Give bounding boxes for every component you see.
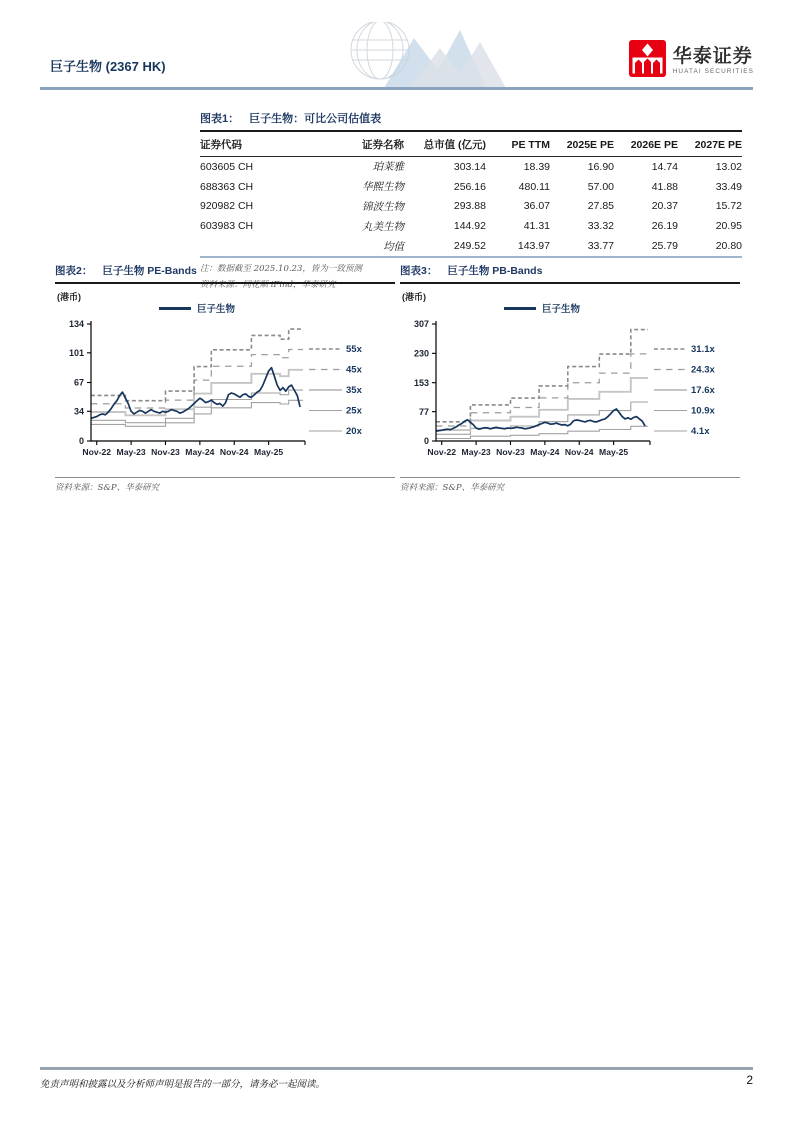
- column-header: 2027E PE: [678, 132, 742, 157]
- value-cell: 57.00: [587, 180, 614, 193]
- pe-bands-chart: [55, 287, 395, 473]
- column-header: 2025E PE: [550, 132, 614, 157]
- figure1-name: 巨子生物：可比公司估值表: [249, 113, 382, 125]
- table-note: 注：数据截至 2025.10.23，皆为一致预测: [200, 263, 362, 274]
- figure2-label: 图表2：: [55, 265, 93, 277]
- band-line-24.3x: [436, 354, 648, 426]
- y-tick-label: 230: [413, 348, 429, 359]
- x-tick-label: Nov-24: [219, 447, 249, 457]
- figure3-label: 图表3：: [400, 265, 438, 277]
- value-cell: 20.95: [715, 220, 742, 233]
- security-code: 920982 CH: [200, 200, 254, 213]
- table-row: [200, 216, 742, 236]
- pb-bands-chart: [400, 287, 740, 473]
- figure3-title: [400, 263, 740, 284]
- value-cell: 26.19: [651, 220, 678, 233]
- value-cell: 33.49: [715, 180, 742, 193]
- x-tick-label: Nov-22: [82, 447, 112, 457]
- band-line-25x: [91, 390, 303, 423]
- huatai-logo: [629, 40, 754, 82]
- footer-divider: [40, 1067, 753, 1070]
- band-line-55x: [91, 329, 303, 401]
- brand-name-en: HUATAI SECURITIES: [672, 67, 754, 75]
- band-legend-label: 25x: [346, 405, 362, 417]
- y-axis-unit: (港币): [57, 292, 81, 302]
- value-cell: 36.07: [523, 200, 550, 213]
- value-cell: 256.16: [453, 180, 486, 193]
- value-cell: 15.72: [715, 200, 742, 213]
- band-line-20x: [91, 400, 303, 426]
- security-code: 603983 CH: [200, 220, 254, 233]
- band-line-45x: [91, 350, 303, 409]
- y-tick-label: 307: [413, 319, 429, 330]
- band-line-31.1x: [436, 330, 648, 422]
- price-line: [436, 409, 645, 431]
- band-legend-label: 10.9x: [691, 405, 715, 417]
- x-tick-label: May-25: [254, 447, 284, 457]
- value-cell: 20.80: [715, 240, 742, 253]
- value-cell: 33.77: [587, 240, 614, 253]
- y-tick-label: 67: [73, 377, 84, 388]
- value-cell: 480.11: [518, 180, 550, 193]
- y-tick-label: 77: [418, 406, 429, 417]
- table-row: [200, 236, 742, 257]
- figure2-title: [55, 263, 395, 284]
- column-header: 证券代码: [200, 132, 308, 157]
- value-cell: 18.39: [523, 160, 550, 173]
- security-name: 锦波生物: [362, 200, 404, 213]
- x-tick-label: Nov-23: [496, 447, 525, 457]
- value-cell: 41.88: [651, 180, 678, 193]
- figure3-name: 巨子生物 PB-Bands: [447, 265, 543, 277]
- y-tick-label: 101: [68, 348, 84, 359]
- security-name: 珀莱雅: [372, 161, 404, 174]
- table-row: [200, 157, 742, 177]
- price-line-sample: [159, 307, 191, 310]
- figure2-source: 资料来源：S&P、华泰研究: [55, 483, 160, 493]
- security-name: 华熙生物: [362, 181, 404, 194]
- pb-bands-figure: [400, 263, 740, 493]
- column-header: 证券名称: [308, 132, 404, 157]
- figure3-source: 资料来源：S&P、华泰研究: [400, 483, 505, 493]
- column-header: PE TTM: [486, 132, 550, 157]
- value-cell: 27.85: [587, 200, 614, 213]
- price-legend: [91, 301, 303, 315]
- security-name: 均值: [383, 240, 404, 253]
- value-cell: 143.97: [517, 240, 550, 253]
- x-tick-label: May-23: [116, 447, 146, 457]
- page-number: 2: [746, 1073, 753, 1087]
- y-tick-label: 34: [73, 406, 84, 417]
- band-line-4.1x: [436, 426, 648, 438]
- price-legend-label: 巨子生物: [196, 304, 235, 315]
- security-code: 688363 CH: [200, 180, 254, 193]
- x-tick-label: Nov-24: [564, 447, 594, 457]
- x-tick-label: May-24: [185, 447, 215, 457]
- figure2-name: 巨子生物 PE-Bands: [102, 265, 197, 277]
- security-name: 丸美生物: [362, 220, 404, 233]
- stock-title: 巨子生物 (2367 HK): [50, 59, 166, 74]
- value-cell: 13.02: [715, 160, 742, 173]
- price-line-sample: [504, 307, 536, 310]
- x-tick-label: Nov-23: [151, 447, 180, 457]
- band-legend-label: 20x: [346, 426, 362, 438]
- band-legend-label: 45x: [346, 364, 362, 376]
- y-tick-label: 153: [413, 377, 429, 388]
- band-legend-label: 24.3x: [691, 364, 715, 376]
- header-divider: [40, 87, 753, 90]
- band-legend-label: 17.6x: [691, 385, 715, 397]
- band-legend-label: 31.1x: [691, 344, 715, 356]
- x-tick-label: Nov-22: [427, 447, 457, 457]
- price-legend: [436, 301, 648, 315]
- value-cell: 303.14: [453, 160, 486, 173]
- valuation-table: [200, 132, 742, 258]
- table-row: [200, 197, 742, 217]
- pe-bands-figure: [55, 263, 395, 493]
- x-tick-label: May-25: [599, 447, 629, 457]
- security-code: 603605 CH: [200, 160, 254, 173]
- pb-bands-svg: [400, 319, 740, 471]
- table-header-row: [200, 132, 742, 157]
- value-cell: 249.52: [453, 240, 486, 253]
- band-legend-label: 55x: [346, 344, 362, 356]
- y-tick-label: 134: [68, 319, 84, 330]
- x-tick-label: May-24: [530, 447, 560, 457]
- value-cell: 144.92: [453, 220, 486, 233]
- table-row: [200, 177, 742, 197]
- security-code: [200, 236, 308, 257]
- band-legend-label: 35x: [346, 385, 362, 397]
- huatai-logo-icon: [629, 40, 666, 82]
- value-cell: 25.79: [651, 240, 678, 253]
- figure1-label: 图表1：: [200, 113, 240, 125]
- x-tick-label: May-23: [461, 447, 491, 457]
- table-source: 资料来源：同花顺 iFind，华泰研究: [200, 279, 336, 290]
- value-cell: 14.74: [651, 160, 678, 173]
- figure1-title: [200, 110, 742, 132]
- band-legend-label: 4.1x: [691, 426, 710, 438]
- value-cell: 41.31: [523, 220, 550, 233]
- brand-name-cn: 华泰证券: [672, 45, 753, 67]
- price-legend-label: 巨子生物: [541, 304, 580, 315]
- column-header: 2026E PE: [614, 132, 678, 157]
- value-cell: 33.32: [587, 220, 614, 233]
- y-axis-unit: (港币): [402, 292, 426, 302]
- y-tick-label: 0: [78, 436, 84, 447]
- value-cell: 16.90: [587, 160, 614, 173]
- y-tick-label: 0: [423, 436, 429, 447]
- disclaimer-text: 免责声明和披露以及分析师声明是报告的一部分，请务必一起阅读。: [40, 1079, 326, 1090]
- globe-watermark: [288, 22, 518, 93]
- value-cell: 293.88: [453, 200, 486, 213]
- value-cell: 20.37: [651, 200, 678, 213]
- pe-bands-svg: [55, 319, 395, 471]
- column-header: 总市值 (亿元): [404, 132, 486, 157]
